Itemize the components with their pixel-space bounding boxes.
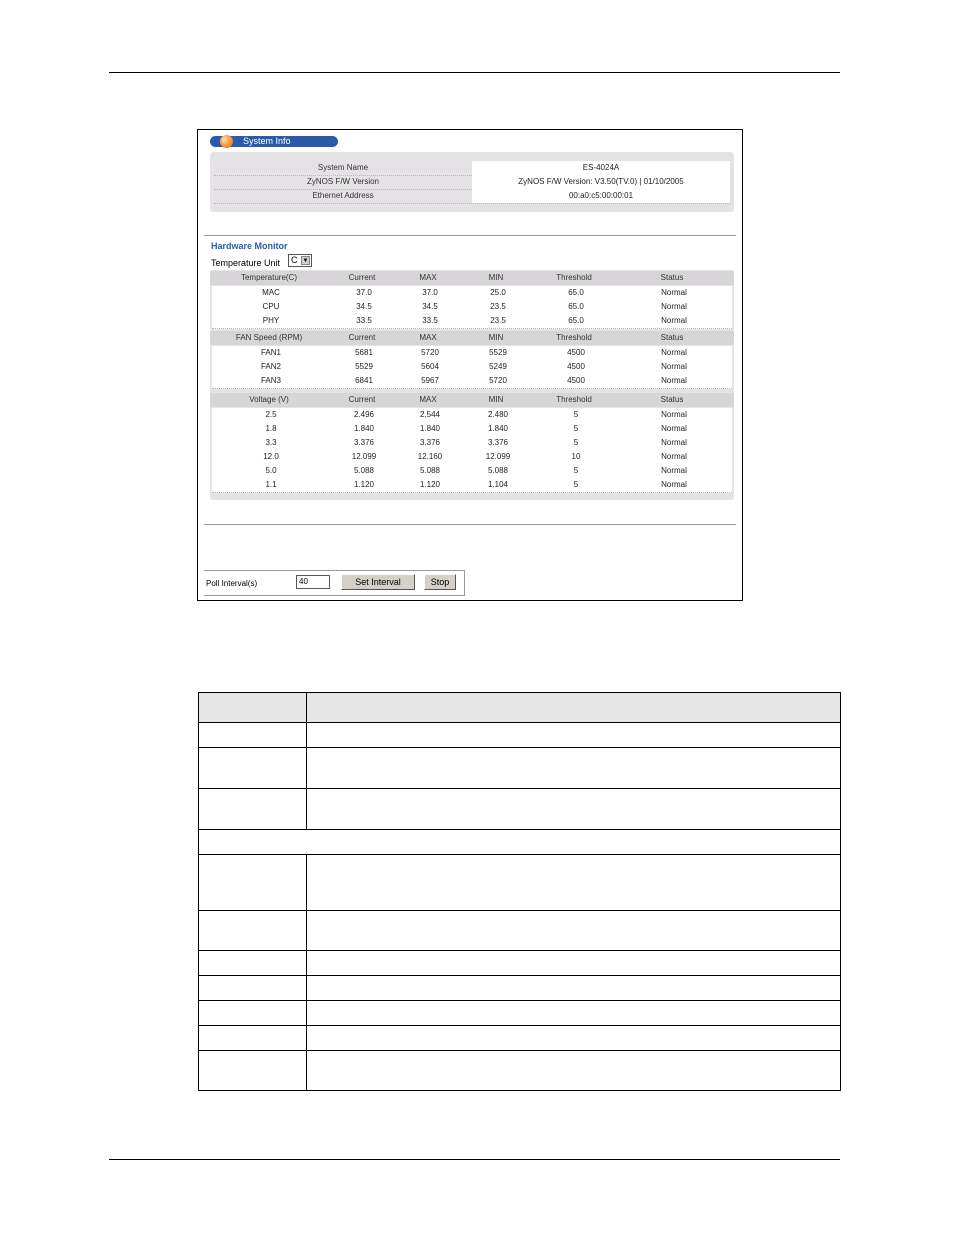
temperature-unit-value: C [291, 255, 298, 265]
table-cell: 5529 [489, 348, 507, 357]
table-cell: 1.120 [353, 480, 375, 489]
table-row [212, 314, 732, 329]
table-cell: 65.0 [568, 302, 584, 311]
table-cell [199, 723, 307, 748]
table-cell: 37.0 [356, 288, 372, 297]
table-cell: 5.088 [487, 466, 509, 475]
table-cell [199, 1026, 307, 1051]
temperature-unit-label: Temperature Unit [211, 258, 281, 268]
table-header-row [199, 693, 841, 723]
table-cell: Normal [661, 362, 687, 371]
column-header: MIN [488, 273, 504, 282]
column-header: Current [348, 395, 376, 404]
info-row-system-name [214, 161, 730, 176]
column-header: Current [348, 333, 376, 342]
set-interval-button[interactable]: Set Interval [341, 574, 415, 590]
table-cell: 1.840 [419, 424, 441, 433]
table-cell: 33.5 [356, 316, 372, 325]
voltage-header-row [210, 393, 734, 407]
table-row [199, 855, 841, 911]
temperature-header-row [210, 271, 734, 285]
column-header: Status [660, 333, 684, 342]
info-label: ZyNOS F/W Version [306, 177, 379, 186]
table-cell: 12.099 [351, 452, 377, 461]
table-cell [199, 951, 307, 976]
table-cell: Normal [661, 376, 687, 385]
table-cell: 2.496 [353, 410, 375, 419]
table-cell [307, 976, 841, 1001]
column-header: Voltage (V) [249, 395, 289, 404]
table-row [212, 286, 732, 301]
column-header: MAX [419, 395, 437, 404]
stop-button[interactable]: Stop [424, 574, 456, 590]
info-label: System Name [317, 163, 369, 172]
table-cell: 2.480 [487, 410, 509, 419]
table-cell [199, 1001, 307, 1026]
info-value: 00:a0:c5:00:00:01 [472, 189, 730, 203]
header-rule [109, 72, 840, 73]
column-header: Temperature(C) [240, 273, 297, 282]
table-cell [307, 1051, 841, 1091]
table-cell: 6841 [355, 376, 373, 385]
table-cell: 1.840 [487, 424, 509, 433]
table-cell: 5720 [489, 376, 507, 385]
table-cell: 5 [573, 438, 579, 447]
table-cell: 1.1 [265, 480, 277, 489]
table-cell: 5.088 [419, 466, 441, 475]
table-cell: 5720 [421, 348, 439, 357]
table-cell: 5249 [489, 362, 507, 371]
table-cell: 5.088 [353, 466, 375, 475]
column-header: Threshold [556, 395, 592, 404]
table-cell: 10 [571, 452, 581, 461]
table-cell: 12.099 [485, 452, 511, 461]
orb-icon [220, 135, 233, 148]
table-cell: 5 [573, 480, 579, 489]
column-header: MAX [419, 333, 437, 342]
table-row [212, 436, 732, 451]
table-cell [199, 855, 307, 911]
table-row [199, 911, 841, 951]
table-cell: 2.544 [419, 410, 441, 419]
table-cell: Normal [661, 424, 687, 433]
table-cell: 5 [573, 424, 579, 433]
column-header: Threshold [556, 273, 592, 282]
table-row [199, 789, 841, 830]
info-value: ZyNOS F/W Version: V3.50(TV.0) | 01/10/2005 [472, 175, 730, 189]
info-value: ES-4024A [472, 161, 730, 175]
chevron-down-icon[interactable]: ▼ [302, 258, 309, 264]
table-cell: FAN3 [260, 376, 281, 385]
table-cell: 23.5 [490, 302, 506, 311]
table-cell: Normal [661, 466, 687, 475]
table-cell [199, 789, 307, 830]
table-cell [307, 789, 841, 830]
table-cell: MAC [262, 288, 280, 297]
table-cell: 2.5 [265, 410, 277, 419]
table-cell: 12.160 [417, 452, 443, 461]
table-cell: FAN2 [260, 362, 281, 371]
table-cell: 33.5 [422, 316, 438, 325]
poll-interval-input[interactable]: 40 [296, 575, 330, 589]
footer-rule [109, 1159, 840, 1160]
table-row [212, 408, 732, 423]
table-cell: 65.0 [568, 316, 584, 325]
table-cell: 5529 [355, 362, 373, 371]
table-cell: 3.376 [487, 438, 509, 447]
table-cell [307, 723, 841, 748]
system-info-title-bar [210, 136, 338, 147]
column-header: Current [348, 273, 376, 282]
table-cell [199, 830, 841, 855]
table-cell: 4500 [567, 362, 585, 371]
table-cell: FAN1 [260, 348, 281, 357]
table-cell: 3.3 [265, 438, 277, 447]
table-cell: 1.8 [265, 424, 277, 433]
table-cell: 23.5 [490, 316, 506, 325]
table-section-row [199, 830, 841, 855]
table-row [199, 976, 841, 1001]
hardware-monitor-title: Hardware Monitor [211, 241, 288, 251]
table-cell: 5604 [421, 362, 439, 371]
table-cell [199, 693, 307, 723]
table-cell: 1.120 [419, 480, 441, 489]
table-cell: Normal [661, 316, 687, 325]
table-cell: CPU [262, 302, 280, 311]
table-row [212, 478, 732, 493]
table-cell: Normal [661, 438, 687, 447]
table-row [199, 1001, 841, 1026]
system-info-panel [210, 152, 734, 212]
table-cell: PHY [262, 316, 280, 325]
temperature-unit-select[interactable] [288, 254, 312, 267]
table-cell [307, 1026, 841, 1051]
column-header: FAN Speed (RPM) [235, 333, 303, 342]
info-row-firmware-version [214, 175, 730, 190]
system-info-title: System Info [243, 136, 291, 146]
table-cell [307, 748, 841, 789]
table-cell: 5 [573, 466, 579, 475]
fan-header-row [210, 331, 734, 345]
table-row [199, 748, 841, 789]
column-header: MAX [419, 273, 437, 282]
table-row [212, 360, 732, 375]
table-row [212, 374, 732, 389]
table-cell: 5681 [355, 348, 373, 357]
section-divider [204, 235, 736, 236]
table-cell: 5 [573, 410, 579, 419]
table-row [199, 951, 841, 976]
table-cell: 3.376 [353, 438, 375, 447]
table-cell [307, 911, 841, 951]
table-cell [307, 951, 841, 976]
table-cell: 4500 [567, 376, 585, 385]
field-description-table [198, 692, 841, 1091]
table-cell [307, 693, 841, 723]
table-cell: Normal [661, 348, 687, 357]
info-row-ethernet-address [214, 189, 730, 204]
table-row [212, 422, 732, 437]
poll-interval-bar [204, 570, 465, 596]
hardware-monitor-panel [210, 270, 734, 500]
column-header: Status [660, 273, 684, 282]
table-row [212, 450, 732, 465]
table-cell: Normal [661, 302, 687, 311]
table-cell: 4500 [567, 348, 585, 357]
column-header: MIN [488, 395, 504, 404]
table-cell [199, 911, 307, 951]
table-cell: 37.0 [422, 288, 438, 297]
table-cell: 5967 [421, 376, 439, 385]
column-header: Threshold [556, 333, 592, 342]
table-cell [199, 1051, 307, 1091]
table-row [212, 464, 732, 479]
table-row [199, 723, 841, 748]
table-cell: Normal [661, 288, 687, 297]
table-row [199, 1051, 841, 1091]
table-row [199, 1026, 841, 1051]
table-cell: 34.5 [356, 302, 372, 311]
table-row [212, 300, 732, 315]
table-cell: Normal [661, 410, 687, 419]
table-cell: Normal [661, 452, 687, 461]
table-cell: 12.0 [263, 452, 279, 461]
table-cell: 65.0 [568, 288, 584, 297]
table-row [212, 346, 732, 361]
column-header: MIN [488, 333, 504, 342]
table-cell [199, 976, 307, 1001]
info-label: Ethernet Address [312, 191, 374, 200]
system-info-screenshot [197, 129, 743, 601]
table-cell: 34.5 [422, 302, 438, 311]
table-cell: Normal [661, 480, 687, 489]
table-cell: 1.840 [353, 424, 375, 433]
table-cell: 1.104 [487, 480, 509, 489]
table-cell: 25.0 [490, 288, 506, 297]
table-cell: 5.0 [265, 466, 277, 475]
section-divider [204, 524, 736, 525]
table-cell: 3.376 [419, 438, 441, 447]
table-cell [307, 1001, 841, 1026]
table-cell [199, 748, 307, 789]
poll-interval-label: Poll Interval(s) [206, 579, 258, 588]
table-cell [307, 855, 841, 911]
column-header: Status [660, 395, 684, 404]
